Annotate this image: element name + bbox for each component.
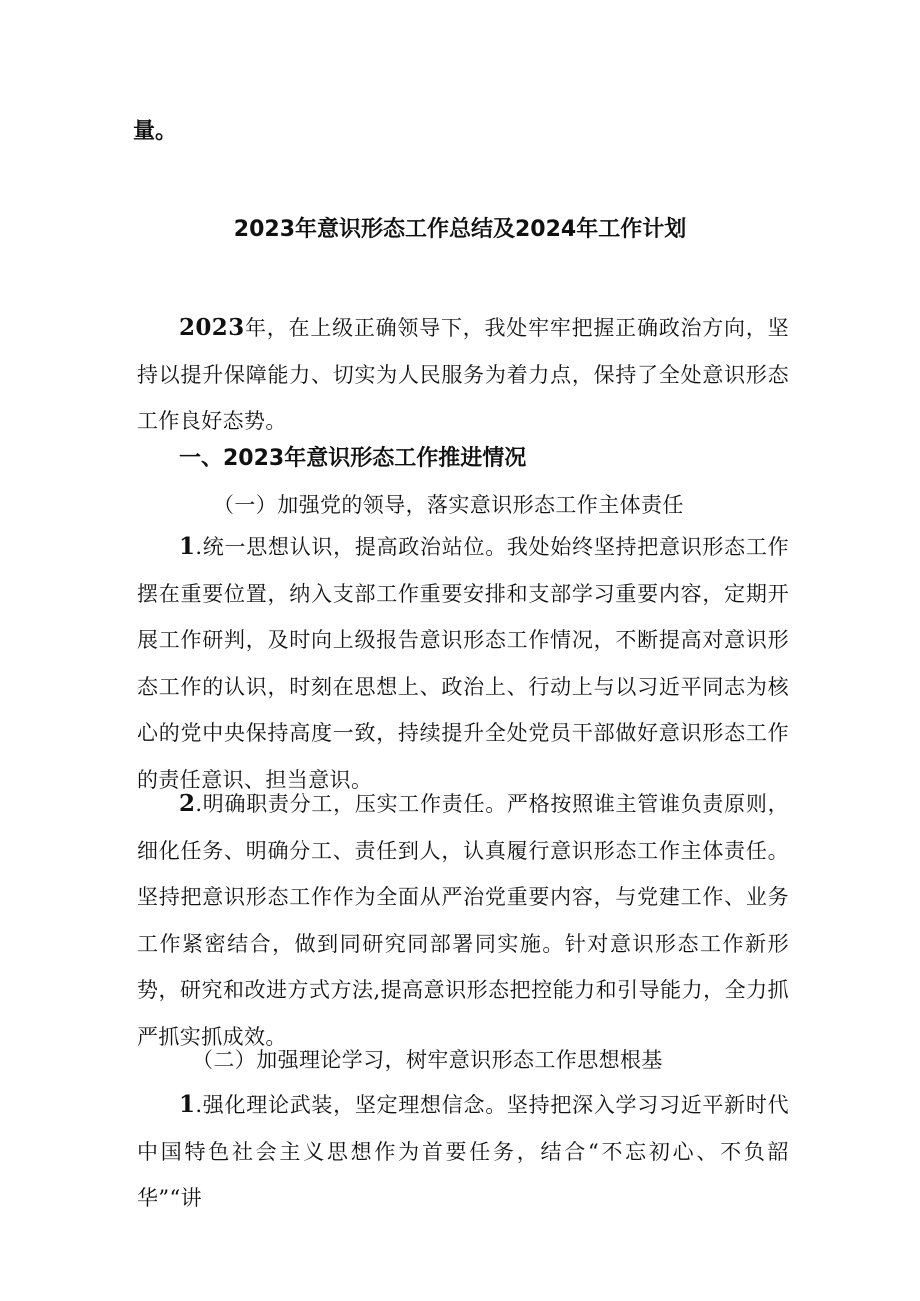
item-text: .统一思想认识，提高政治站位。我处始终坚持把意识形态工作摆在重要位置，纳入支部工作重要安排和支部学习重要内容，定期开展工作研判，及时向上级报告意识形态工作情况，不断提高对意识形态工作的认识，时刻在思想上、政治上、行动上与以习近平同志为核心的党中央保持高度一致，持续提升全处党员干部做好意识形态工作的责任意识、担当意识。 xyxy=(137,535,789,792)
item-text: .强化理论武装，坚定理想信念。坚持把深入学习习近平新时代中国特色社会主义思想作为首要任务，结合“不忘初心、不负韶华”“讲 xyxy=(137,1093,789,1210)
item-number: 1 xyxy=(179,533,196,560)
item-text: .明确职责分工，压实工作责任。严格按照谁主管谁负责原则，细化任务、明确分工、责任到人，认真履行意识形态工作主体责任。坚持把意识形态工作作为全面从严治党重要内容，与党建工作、业务工作紧密结合，做到同研究同部署同实施。针对意识形态工作新形势，研究和改进方式方法,提高意识形态把控能力和引导能力，全力抓严抓实抓成效。 xyxy=(137,792,789,1049)
paragraph-1-1 xyxy=(137,524,789,803)
intro-year: 2023 xyxy=(179,314,245,341)
subsection-heading-2: （二）加强理论学习，树牢意识形态工作思想根基 xyxy=(192,1048,663,1072)
paragraph-2-1 xyxy=(137,1082,789,1222)
item-number: 1 xyxy=(179,1091,196,1118)
section-heading-1: 一、2023年意识形态工作推进情况 xyxy=(179,446,527,471)
item-number: 2 xyxy=(179,790,196,817)
document-title: 2023年意识形态工作总结及2024年工作计划 xyxy=(233,217,687,242)
paragraph-1-2 xyxy=(137,781,789,1060)
subsection-heading-1: （一）加强党的领导，落实意识形态工作主体责任 xyxy=(213,493,684,517)
intro-paragraph xyxy=(137,305,789,445)
previous-page-fragment: 量。 xyxy=(133,119,178,144)
intro-text: 年，在上级正确领导下，我处牢牢把握正确政治方向，坚持以提升保障能力、切实为人民服务为着力点，保持了全处意识形态工作良好态势。 xyxy=(137,316,789,433)
